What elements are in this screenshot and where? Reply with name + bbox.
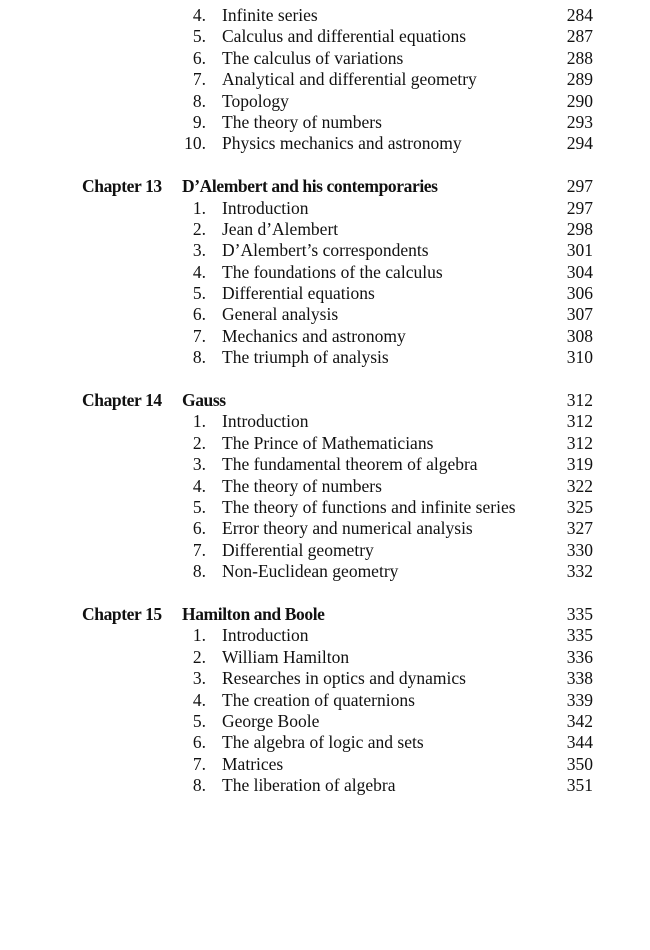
section-title: Introduction	[222, 197, 309, 218]
section-title: The theory of numbers	[222, 475, 382, 496]
section-title: Physics mechanics and astronomy	[222, 133, 462, 154]
section-number: 5.	[192, 710, 206, 731]
section-title: Analytical and differential geometry	[222, 69, 477, 90]
chapter-title: D’Alembert and his contemporaries	[182, 176, 438, 197]
section-number: 7.	[192, 539, 206, 560]
section-title: Introduction	[222, 625, 309, 646]
page-number: 297	[566, 176, 593, 197]
section-title: Differential equations	[222, 283, 375, 304]
section-number: 4.	[192, 261, 206, 282]
section-title: The algebra of logic and sets	[222, 732, 424, 753]
page-number: 310	[566, 347, 593, 368]
toc-section-row	[0, 112, 650, 133]
toc-section-row	[0, 775, 650, 796]
page-number: 294	[566, 133, 593, 154]
section-title: Non-Euclidean geometry	[222, 561, 399, 582]
section-number: 4.	[192, 689, 206, 710]
section-title: The triumph of analysis	[222, 347, 389, 368]
section-number: 6.	[192, 732, 206, 753]
section-title: D’Alembert’s correspondents	[222, 240, 429, 261]
section-number: 3.	[192, 240, 206, 261]
section-number: 2.	[192, 432, 206, 453]
toc-section-row	[0, 690, 650, 711]
section-number: 8.	[192, 561, 206, 582]
page-number: 344	[566, 732, 593, 753]
section-title: Researches in optics and dynamics	[222, 668, 466, 689]
page-number: 306	[566, 283, 593, 304]
chapter-title: Gauss	[182, 390, 226, 411]
page-number: 304	[566, 261, 593, 282]
section-number: 9.	[192, 111, 206, 132]
section-number: 6.	[192, 304, 206, 325]
section-number: 10.	[184, 133, 206, 154]
toc-section-row	[0, 133, 650, 154]
toc-section-row	[0, 347, 650, 368]
section-number: 7.	[192, 325, 206, 346]
section-number: 8.	[192, 775, 206, 796]
toc-section-row	[0, 262, 650, 283]
section-number: 5.	[192, 496, 206, 517]
page-number: 327	[566, 518, 593, 539]
section-title: Calculus and differential equations	[222, 26, 467, 47]
section-number: 2.	[192, 646, 206, 667]
page-number: 332	[566, 561, 593, 582]
page-number: 284	[566, 5, 593, 25]
toc-section-row	[0, 219, 650, 240]
page-number: 290	[566, 90, 593, 111]
section-number: 8.	[192, 90, 206, 111]
page-number: 288	[566, 47, 593, 68]
toc-section-row	[0, 326, 650, 347]
page-number: 330	[566, 539, 593, 560]
toc-section-row	[0, 240, 650, 261]
toc-section-row	[0, 540, 650, 561]
toc-section-row	[0, 732, 650, 753]
page-number: 336	[566, 646, 593, 667]
toc-section-row	[0, 454, 650, 475]
page-number: 319	[566, 454, 593, 475]
section-number: 5.	[192, 26, 206, 47]
page-number: 351	[566, 775, 593, 796]
section-number: 4.	[192, 5, 206, 25]
page-number: 298	[566, 218, 593, 239]
page-number: 338	[566, 668, 593, 689]
section-number: 3.	[192, 668, 206, 689]
section-title: The fundamental theorem of algebra	[222, 454, 478, 475]
section-title: The theory of numbers	[222, 111, 382, 132]
section-title: The theory of functions and infinite series	[222, 496, 516, 517]
toc-section-row	[0, 754, 650, 775]
page-number: 307	[566, 304, 593, 325]
section-title: The creation of quaternions	[222, 689, 415, 710]
toc-section-row	[0, 433, 650, 454]
page-number: 293	[566, 111, 593, 132]
section-number: 8.	[192, 347, 206, 368]
section-number: 2.	[192, 218, 206, 239]
toc-section-row	[0, 69, 650, 90]
page-number: 312	[566, 432, 593, 453]
section-title: The calculus of variations	[222, 47, 404, 68]
section-number: 5.	[192, 283, 206, 304]
toc-section-row	[0, 48, 650, 69]
page-number: 339	[566, 689, 593, 710]
toc-section-row	[0, 497, 650, 518]
section-title: Error theory and numerical analysis	[222, 518, 473, 539]
section-title: George Boole	[222, 710, 320, 731]
section-number: 1.	[192, 197, 206, 218]
page-number: 350	[566, 753, 593, 774]
section-title: The foundations of the calculus	[222, 261, 443, 282]
section-title: Topology	[222, 90, 289, 111]
page-number: 312	[566, 390, 593, 411]
page-number: 287	[566, 26, 593, 47]
section-title: The liberation of algebra	[222, 775, 396, 796]
toc-chapter-row	[0, 390, 650, 411]
toc-section-row	[0, 647, 650, 668]
toc-chapter-row	[0, 604, 650, 625]
section-title: William Hamilton	[222, 646, 350, 667]
page-number: 342	[566, 710, 593, 731]
section-number: 6.	[192, 518, 206, 539]
section-number: 1.	[192, 625, 206, 646]
toc-section-row	[0, 283, 650, 304]
section-number: 6.	[192, 47, 206, 68]
page-number: 325	[566, 496, 593, 517]
page-number: 297	[566, 197, 593, 218]
page-number: 312	[566, 411, 593, 432]
section-title: Jean d’Alembert	[222, 218, 339, 239]
toc-section-row	[0, 476, 650, 497]
page-number: 289	[566, 69, 593, 90]
section-title: Matrices	[222, 753, 284, 774]
page-number: 308	[566, 325, 593, 346]
section-number: 1.	[192, 411, 206, 432]
section-title: The Prince of Mathematicians	[222, 432, 434, 453]
page-number: 301	[566, 240, 593, 261]
chapter-title: Hamilton and Boole	[182, 603, 325, 624]
section-title: General analysis	[222, 304, 339, 325]
toc-section-row	[0, 198, 650, 219]
toc-section-row	[0, 411, 650, 432]
section-number: 7.	[192, 69, 206, 90]
chapter-label: Chapter 15	[82, 603, 162, 624]
toc-section-row	[0, 625, 650, 646]
page-number: 335	[566, 625, 593, 646]
toc-section-row	[0, 561, 650, 582]
section-number: 3.	[192, 454, 206, 475]
page-number: 322	[566, 475, 593, 496]
toc-section-row	[0, 711, 650, 732]
section-number: 4.	[192, 475, 206, 496]
section-number: 7.	[192, 753, 206, 774]
toc-section-row	[0, 668, 650, 689]
toc-section-row	[0, 91, 650, 112]
chapter-label: Chapter 13	[82, 176, 162, 197]
toc-section-row	[0, 5, 650, 26]
toc-chapter-row	[0, 176, 650, 197]
chapter-label: Chapter 14	[82, 390, 162, 411]
table-of-contents	[0, 5, 650, 796]
section-title: Differential geometry	[222, 539, 374, 560]
page-number: 335	[566, 603, 593, 624]
section-title: Introduction	[222, 411, 309, 432]
section-title: Mechanics and astronomy	[222, 325, 406, 346]
toc-section-row	[0, 26, 650, 47]
toc-section-row	[0, 304, 650, 325]
toc-section-row	[0, 518, 650, 539]
section-title: Infinite series	[222, 5, 318, 25]
